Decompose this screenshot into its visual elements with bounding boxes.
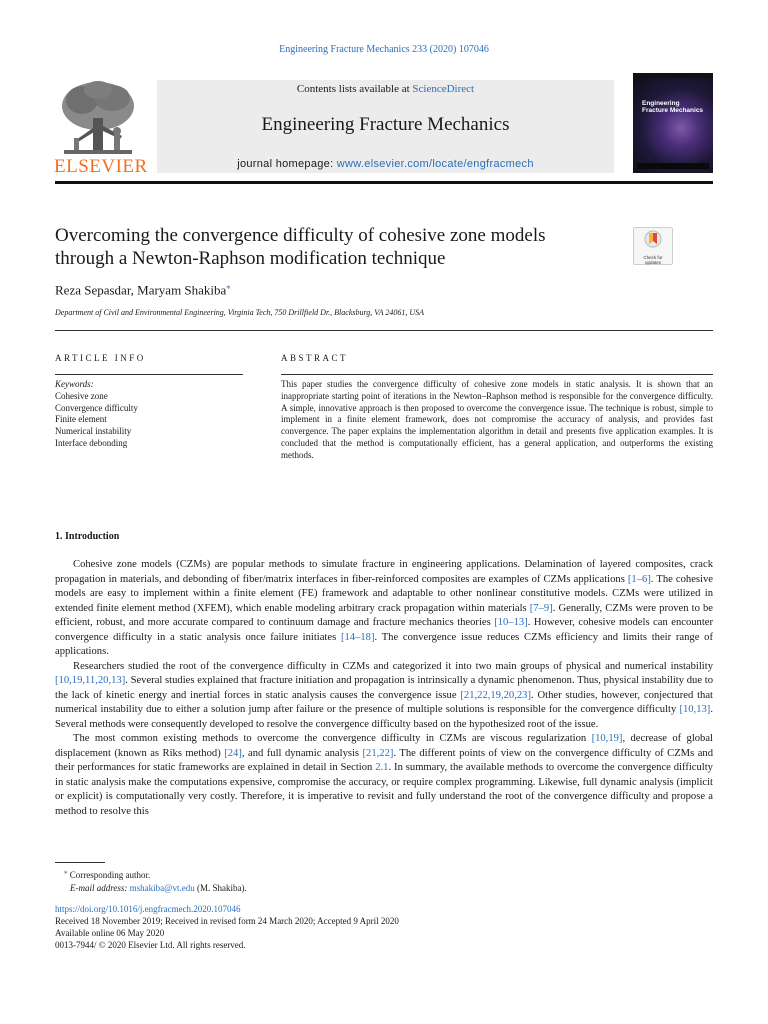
sciencedirect-link[interactable]: ScienceDirect [412, 83, 475, 95]
homepage-prefix: journal homepage: [237, 158, 337, 170]
header-rule [55, 181, 713, 184]
publication-info [55, 903, 713, 951]
doi-link[interactable]: https://doi.org/10.1016/j.engfracmech.2020.107046 [55, 904, 241, 914]
keyword-item: Numerical instability [55, 426, 132, 437]
keyword-item: Interface debonding [55, 437, 128, 448]
abstract-rule [281, 374, 713, 375]
journal-citation[interactable]: Engineering Fracture Mechanics 233 (2020) 107046 [279, 44, 489, 55]
cover-top-bar [633, 73, 713, 78]
check-for-updates-badge[interactable] [633, 227, 673, 265]
abstract-heading: ABSTRACT [281, 353, 349, 363]
text-run: , and full dynamic analysis [241, 747, 363, 759]
text-run: . Several studies explained that fracture initiation and propagation is intrinsically a dynamic phenomenon. Thus, physical instability due to the lack of kinetic energy and inertial forces in static analysis causes the convergence issue [55, 675, 713, 701]
text-run: . The convergence issue reduces CZMs efficiency and limits their range of applications. [55, 631, 713, 657]
footnote-mark: ⁎ [64, 868, 68, 876]
introduction-body [55, 558, 713, 819]
reference-link[interactable]: [10–13] [494, 617, 528, 628]
badge-text [634, 255, 672, 265]
article-title-line2: through a Newton-Raphson modification technique [55, 248, 446, 269]
journal-cover[interactable] [633, 73, 713, 173]
footnote-rule [55, 862, 105, 863]
journal-title: Engineering Fracture Mechanics [261, 114, 510, 135]
intro-paragraph-3 [55, 732, 713, 819]
author-names: Reza Sepasdar, Maryam Shakiba [55, 282, 227, 298]
text-run: . The different points of view on the convergence difficulty of CZMs and their performances for static frameworks are explained in detail in Section [55, 747, 713, 773]
contents-line [157, 83, 614, 95]
intro-paragraph-1 [55, 558, 713, 660]
text-run: Cohesive zone models (CZMs) are popular methods to simulate fracture in engineering applications. Delamination of layered composites, crack propagation in materials, and debonding of fiber/matrix interfaces in fiber-reinforced composites are examples of CZMs applications [55, 559, 713, 585]
reference-link[interactable]: [10,19,11,20,13] [55, 675, 126, 686]
text-run: . Other studies, however, conjectured that numerical instability due to either a solution jump after failure or the presence of multiple solutions is responsible for the convergence difficulty [55, 689, 713, 715]
corresponding-label: Corresponding author. [69, 870, 151, 880]
text-run: . In summary, the available methods to overcome the convergence difficulty in static analysis make the computations expensive, compromise the accuracy, or require complex programming. Likewise, full dynamic analysis (implicit or explicit) is computationally very costly. Therefore, it is imperative to revisit and fully understand the root of the convergence difficulty and propose a method to resolve this [55, 762, 713, 817]
corresponding-footnote [64, 866, 704, 882]
reference-link[interactable]: [10,13] [679, 704, 711, 715]
copyright: 0013-7944/ © 2020 Elsevier Ltd. All rights reserved. [55, 940, 246, 950]
available-online: Available online 06 May 2020 [55, 928, 165, 938]
text-run: The most common existing methods to overcome the convergence difficulty in CZMs are viscous regularization [73, 733, 592, 744]
reference-link[interactable]: [1–6] [627, 573, 651, 585]
email-suffix: (M. Shakiba). [194, 883, 247, 893]
keyword-item: Convergence difficulty [55, 402, 138, 413]
text-run: . Several methods were consequently developed to resolve the convergence difficulty based on the hypothesized root of the issue. [55, 704, 713, 730]
reference-link[interactable]: [10,19] [591, 733, 623, 744]
contents-prefix: Contents lists available at [296, 83, 413, 95]
journal-banner [157, 80, 614, 173]
cover-title-line2: Fracture Mechanics [642, 107, 704, 114]
affiliation: Department of Civil and Environmental Engineering, Virginia Tech, 750 Drillfield Dr., Blacksburg, VA 24061, USA [55, 308, 425, 317]
keyword-item: Finite element [55, 414, 107, 425]
text-run: Researchers studied the root of the convergence difficulty in CZMs and categorized it into two main groups of physical and numerical instability [73, 660, 713, 672]
elsevier-wordmark: ELSEVIER [54, 156, 148, 177]
received-dates: Received 18 November 2019; Received in revised form 24 March 2020; Accepted 9 April 2020 [55, 916, 399, 926]
article-info-heading: ARTICLE INFO [55, 353, 146, 363]
elsevier-tree-icon [52, 78, 144, 158]
text-run: , decrease of global displacement (known as Riks method) [55, 733, 713, 759]
abstract-text: This paper studies the convergence difficulty of cohesive zone models in static analysis. It is shown that an inappropriate starting point of iterations in the Newton–Raphson method is responsible for the convergence difficulty. A simple, innovative approach is then proposed to overcome the convergence issue. The technique is robust, simple to implement in a finite element framework, does not compromise the accuracy of analysis, and provides fast convergence. The paper explains the implementation algorithm in detail and presents five application examples. It is concluded that the method is computationally efficient, has a general application, and outperforms the existing methods. [281, 379, 713, 460]
badge-line2: updates [644, 260, 661, 265]
email-link[interactable]: mshakiba@vt.edu [129, 883, 195, 893]
reference-link[interactable]: [21,22,19,20,23] [460, 689, 531, 701]
badge-line1: Check for [643, 255, 663, 260]
affiliation-rule [55, 330, 713, 331]
cover-title-line1: Engineering [642, 100, 680, 107]
reference-link[interactable]: [24] [224, 747, 242, 759]
reference-link[interactable]: [14–18] [340, 631, 375, 643]
text-run: . The cohesive models are easy to implement within a finite element (FE) framework and adaptable to other nonlinear constitutive models. CZMs were utilized in extended finite element method (XFEM), which enable modeling arbitrary crack propagation within materials [55, 573, 713, 614]
section-link[interactable]: 2.1 [375, 762, 389, 773]
article-title-line1: Overcoming the convergence difficulty of cohesive zone models [55, 225, 546, 246]
corresponding-mark[interactable]: ⁎ [226, 282, 231, 291]
bookmark-icon [634, 228, 672, 250]
keywords-label: Keywords: [55, 379, 94, 389]
introduction-heading: 1. Introduction [55, 531, 120, 542]
keyword-item: Cohesive zone [55, 390, 108, 401]
text-run: . Generally, CZMs were proven to be efficient, robust, and more accurate compared to continuum damage and fracture mechanics theories [55, 602, 713, 628]
homepage-link[interactable]: www.elsevier.com/locate/engfracmech [336, 158, 534, 170]
keywords-block [55, 379, 245, 450]
article-info-rule [55, 374, 243, 375]
authors [55, 282, 230, 298]
elsevier-logo [52, 78, 148, 177]
cover-bottom-bar [637, 163, 709, 169]
reference-link[interactable]: [21,22] [362, 747, 394, 759]
text-run: . However, cohesive models can encounter convergence difficulty in a static analysis once failure initiates [55, 617, 714, 643]
footnote [64, 866, 704, 895]
homepage-line [157, 158, 614, 170]
intro-paragraph-2 [55, 660, 713, 733]
email-footnote [64, 882, 704, 895]
reference-link[interactable]: [7–9] [529, 602, 553, 614]
cover-title [642, 100, 703, 114]
email-label: E-mail address: [70, 883, 130, 893]
article-title [55, 224, 615, 270]
